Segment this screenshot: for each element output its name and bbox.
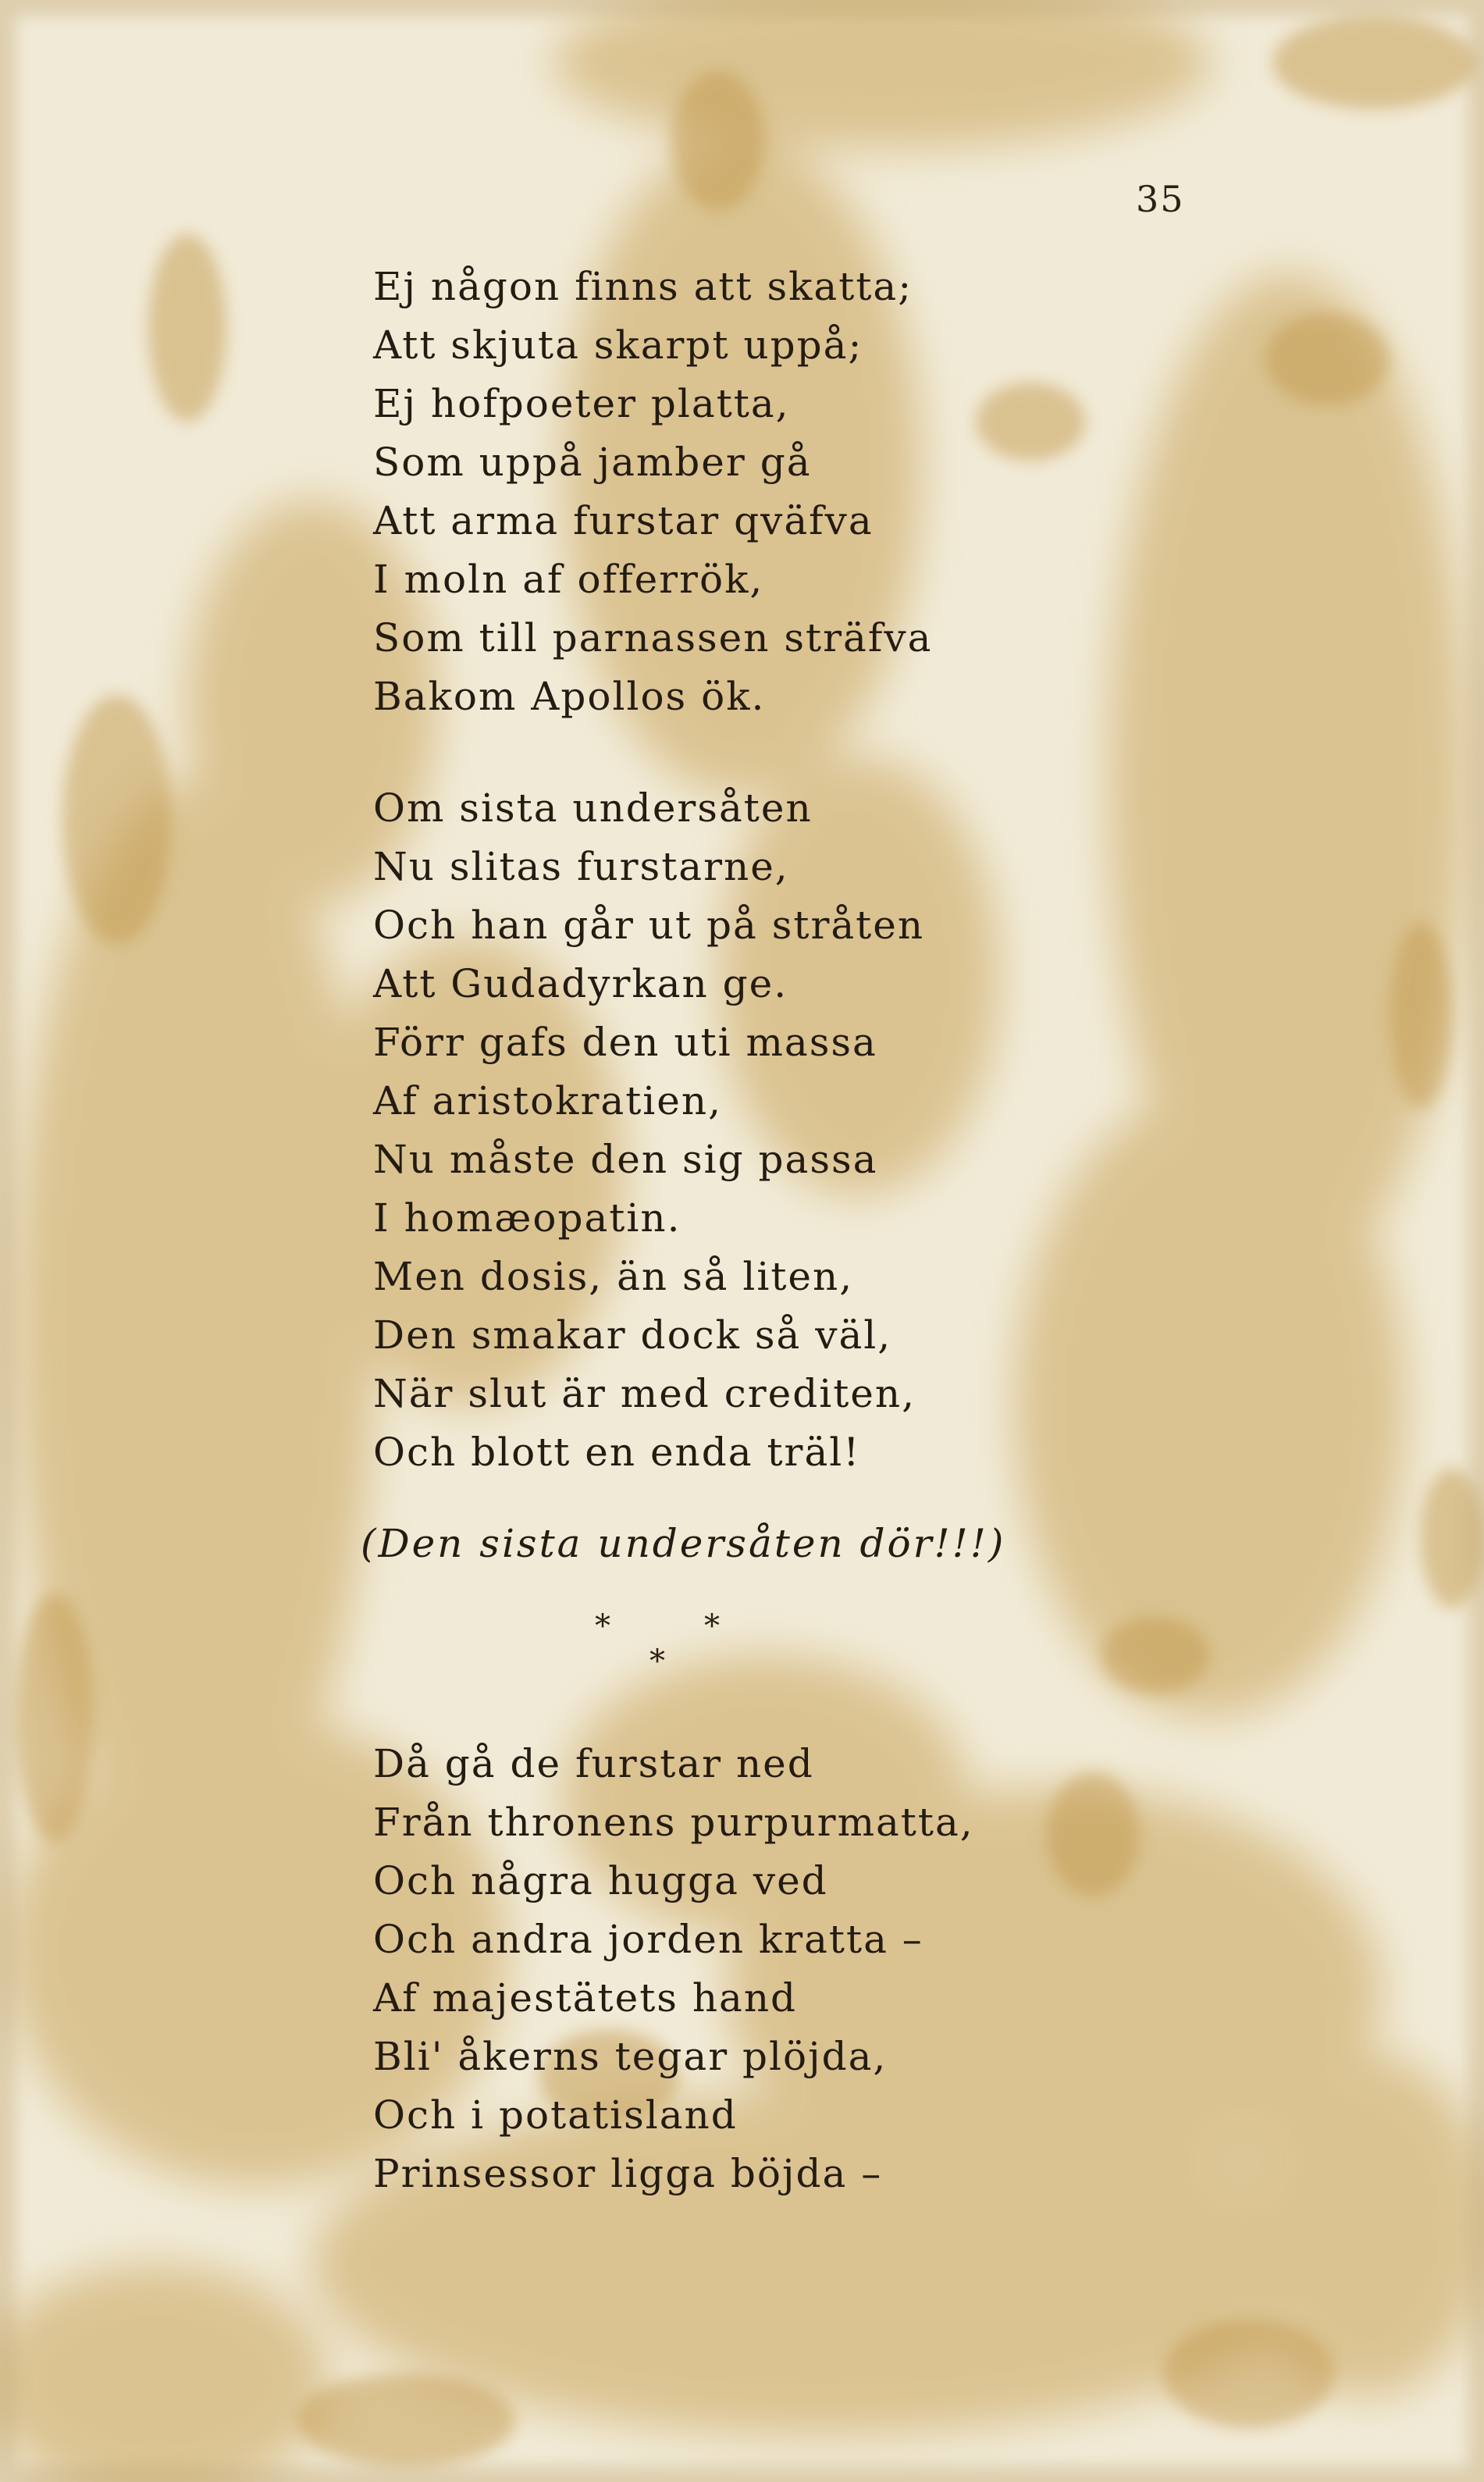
poem-line: Af aristokratien, [373, 1078, 722, 1123]
asterisk: * [649, 1643, 665, 1679]
poem-line: Ej någon finns att skatta; [373, 264, 913, 309]
poem-line: Och i potatisland [373, 2092, 738, 2138]
poem-line: Att arma furstar qväfva [373, 498, 874, 543]
poem-line: Om sista undersåten [373, 785, 813, 831]
poem-line: I homæopatin. [373, 1195, 682, 1241]
poem-line: När slut är med crediten, [373, 1371, 916, 1416]
poem-line: Den smakar dock så väl, [373, 1312, 892, 1358]
poem-line: Då gå de furstar ned [373, 1741, 814, 1786]
asterisk: * [704, 1608, 720, 1644]
poem-line: I moln af offerrök, [373, 557, 764, 602]
poem-line: Men dosis, än så liten, [373, 1254, 854, 1299]
asterisk: * [595, 1608, 610, 1644]
poem-line: Ej hofpoeter platta, [373, 381, 790, 426]
poem-line: Nu måste den sig passa [373, 1137, 878, 1182]
page-number: 35 [1136, 178, 1185, 220]
poem-line: Och blott en enda träl! [373, 1430, 861, 1475]
poem-line: Och andra jorden kratta – [373, 1917, 923, 1962]
poem-line: Från thronens purpurmatta, [373, 1800, 974, 1845]
asterism-separator [595, 1601, 767, 1686]
poem-line: Att Gudadyrkan ge. [373, 961, 788, 1006]
poem-line: Och han går ut på stråten [373, 903, 925, 948]
poem-line: Som till parnassen sträfva [373, 615, 933, 661]
poem-line: Och några hugga ved [373, 1858, 828, 1903]
poem-line: Af majestätets hand [373, 1975, 798, 2021]
poem-line: Bli' åkerns tegar plöjda, [373, 2034, 888, 2079]
poem-stanza-1 [373, 258, 932, 726]
poem-line: Som uppå jamber gå [373, 440, 812, 485]
stage-direction: (Den sista undersåten dör!!!) [361, 1521, 1006, 1566]
poem-line: Nu slitas furstarne, [373, 844, 789, 889]
poem-line: Prinsessor ligga böjda – [373, 2151, 883, 2196]
poem-line: Förr gafs den uti massa [373, 1020, 877, 1065]
poem-line: Att skjuta skarpt uppå; [373, 322, 863, 368]
poem-stanza-3 [373, 1735, 974, 2203]
poem-stanza-2 [373, 779, 924, 1482]
poem-line: Bakom Apollos ök. [373, 674, 766, 719]
